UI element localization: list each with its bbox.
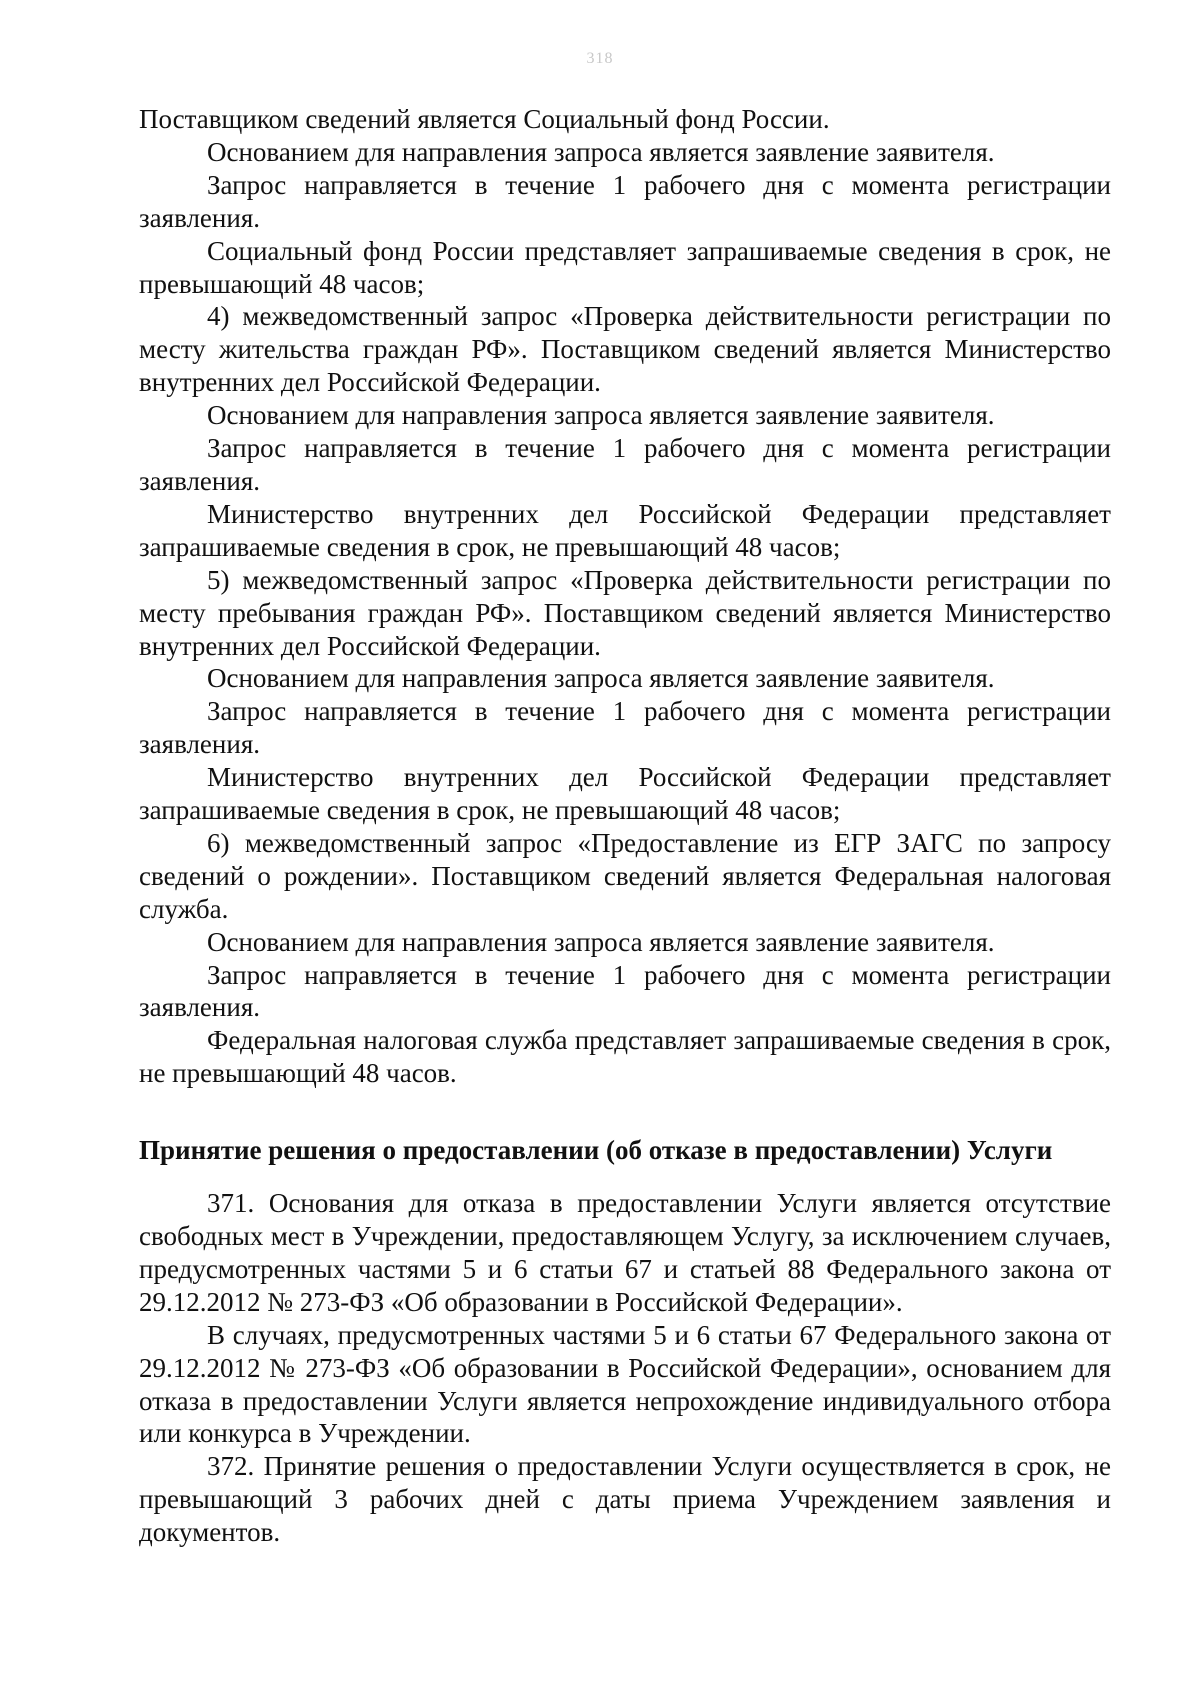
paragraph: Министерство внутренних дел Российской Федерации представляет запрашиваемые сведения в срок, не превышающий 48 часов;: [139, 762, 1111, 826]
paragraph: Запрос направляется в течение 1 рабочего дня с момента регистрации заявления.: [139, 169, 1111, 233]
paragraph: 371. Основания для отказа в предоставлении Услуги является отсутствие свободных мест в Учреждении, предоставляющем Услугу, за исключением случаев, предусмотренных частями 5 и 6 статьи 67 и статьей 88 Федерального закона от 29.12.2012 № 273-ФЗ «Об образовании в Российской Федерации».: [139, 1188, 1111, 1317]
paragraph: Федеральная налоговая служба представляет запрашиваемые сведения в срок, не превышающий 48 часов.: [139, 1025, 1111, 1089]
paragraph: Министерство внутренних дел Российской Федерации представляет запрашиваемые сведения в срок, не превышающий 48 часов;: [139, 498, 1111, 562]
paragraph: 6) межведомственный запрос «Предоставление из ЕГР ЗАГС по запросу сведений о рождении». Поставщиком сведений является Федеральная налоговая служба.: [139, 827, 1111, 924]
paragraph: В случаях, предусмотренных частями 5 и 6 статьи 67 Федерального закона от 29.12.2012 № 273-ФЗ «Об образовании в Российской Федерации», основанием для отказа в предоставлении Услуги является непрохождение индивидуального отбора или конкурса в Учреждении.: [139, 1319, 1111, 1449]
paragraphs-before: [139, 103, 1111, 1090]
document-body: [139, 103, 1111, 1549]
paragraph: 4) межведомственный запрос «Проверка действительности регистрации по месту жительства граждан РФ». Поставщиком сведений является Министерство внутренних дел Российской Федерации.: [139, 301, 1111, 398]
paragraph: Запрос направляется в течение 1 рабочего дня с момента регистрации заявления.: [139, 433, 1111, 496]
paragraph: 372. Принятие решения о предоставлении Услуги осуществляется в срок, не превышающий 3 рабочих дней с даты приема Учреждением заявления и документов.: [139, 1451, 1111, 1548]
paragraphs-after: [139, 1187, 1111, 1549]
paragraph: 5) межведомственный запрос «Проверка действительности регистрации по месту пребывания граждан РФ». Поставщиком сведений является Министерство внутренних дел Российской Федерации.: [139, 564, 1111, 661]
paragraph: Основанием для направления запроса является заявление заявителя.: [207, 400, 995, 431]
paragraph: Основанием для направления запроса является заявление заявителя.: [207, 136, 995, 167]
section-heading: Принятие решения о предоставлении (об отказе в предоставлении) Услуги: [139, 1135, 1053, 1166]
paragraph: Запрос направляется в течение 1 рабочего дня с момента регистрации заявления.: [139, 959, 1111, 1023]
paragraph: Основанием для направления запроса является заявление заявителя.: [207, 926, 995, 957]
paragraph: Запрос направляется в течение 1 рабочего дня с момента регистрации заявления.: [139, 696, 1111, 760]
paragraph: Основанием для направления запроса является заявление заявителя.: [207, 663, 995, 694]
paragraph: Поставщиком сведений является Социальный фонд России.: [139, 104, 830, 134]
paragraph: Социальный фонд России представляет запрашиваемые сведения в срок, не превышающий 48 часов;: [139, 235, 1111, 299]
page-number: 318: [586, 50, 614, 67]
